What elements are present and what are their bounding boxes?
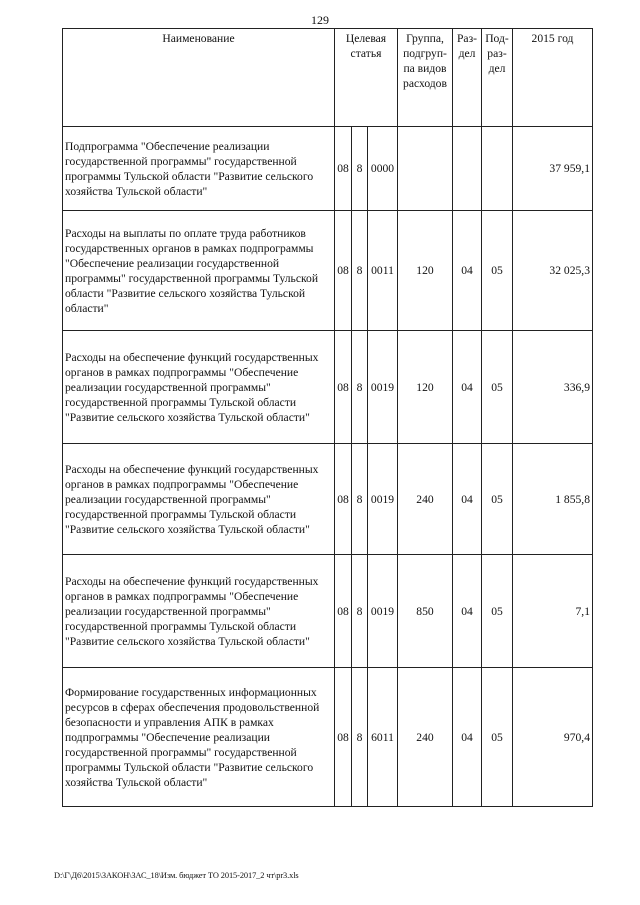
row-code-c: 6011: [368, 668, 398, 807]
row-subsection: 05: [482, 444, 513, 555]
header-subsection: [482, 29, 513, 127]
row-subsection: 05: [482, 331, 513, 444]
row-amount: 32 025,3: [513, 211, 593, 331]
row-code-b: 8: [352, 127, 368, 211]
row-subsection: 05: [482, 555, 513, 668]
row-code-a: 08: [335, 211, 352, 331]
row-code-c: 0000: [368, 127, 398, 211]
row-code-c: 0019: [368, 444, 398, 555]
row-name: Формирование государственных информационных ресурсов в сферах обеспечения продовольственной безопасности и управления АПК в рамках подпрограммы "Обеспечение реализации государственной программы" государственной программы Тульской области "Развитие сельского хозяйства Тульской области": [63, 668, 335, 807]
header-year: 2015 год: [513, 29, 593, 127]
row-section: 04: [453, 331, 482, 444]
header-expense-group-label: Группа, подгруп-па видов расходов: [403, 32, 447, 90]
budget-table: [62, 28, 593, 807]
header-section-label: Раз-дел: [456, 32, 478, 60]
row-section: 04: [453, 668, 482, 807]
header-section: [453, 29, 482, 127]
row-name: Расходы на обеспечение функций государственных органов в рамках подпрограммы "Обеспечение реализации государственной программы" государственной программы Тульской области "Развитие сельского хозяйства Тульской области": [63, 331, 335, 444]
row-code-c: 0011: [368, 211, 398, 331]
row-subsection: [482, 127, 513, 211]
table-row: [63, 331, 593, 444]
row-code-b: 8: [352, 555, 368, 668]
row-amount: 1 855,8: [513, 444, 593, 555]
row-subsection: 05: [482, 668, 513, 807]
row-code-b: 8: [352, 668, 368, 807]
row-group: 120: [398, 211, 453, 331]
row-name: Расходы на обеспечение функций государственных органов в рамках подпрограммы "Обеспечение реализации государственной программы" государственной программы Тульской области "Развитие сельского хозяйства Тульской области": [63, 555, 335, 668]
table-row: [63, 211, 593, 331]
table-header-row: [63, 29, 593, 127]
row-section: [453, 127, 482, 211]
row-code-a: 08: [335, 331, 352, 444]
row-code-c: 0019: [368, 331, 398, 444]
row-amount: 336,9: [513, 331, 593, 444]
row-name: Подпрограмма "Обеспечение реализации государственной программы" государственной программы Тульской области "Развитие сельского хозяйства Тульской области": [63, 127, 335, 211]
header-target-article-label: Целевая статья: [345, 32, 387, 60]
table-row: [63, 555, 593, 668]
row-code-b: 8: [352, 444, 368, 555]
row-code-a: 08: [335, 555, 352, 668]
row-amount: 970,4: [513, 668, 593, 807]
row-code-b: 8: [352, 331, 368, 444]
table-row: [63, 444, 593, 555]
row-code-a: 08: [335, 127, 352, 211]
row-amount: 7,1: [513, 555, 593, 668]
row-section: 04: [453, 211, 482, 331]
row-section: 04: [453, 555, 482, 668]
row-name: Расходы на обеспечение функций государственных органов в рамках подпрограммы "Обеспечение реализации государственной программы" государственной программы Тульской области "Развитие сельского хозяйства Тульской области": [63, 444, 335, 555]
footer-file-path: D:\Г\Д6\2015\ЗАКОН\ЗАС_18\Изм. бюджет ТО 2015-2017_2 чт\pr3.xls: [54, 871, 299, 880]
header-target-article: [335, 29, 398, 127]
table-row: [63, 668, 593, 807]
header-expense-group: [398, 29, 453, 127]
row-name: Расходы на выплаты по оплате труда работников государственных органов в рамках подпрограммы "Обеспечение реализации государственной программы" государственной программы Тульской области "Развитие сельского хозяйства Тульской области": [63, 211, 335, 331]
row-group: 850: [398, 555, 453, 668]
table-row: [63, 127, 593, 211]
row-code-a: 08: [335, 444, 352, 555]
row-code-c: 0019: [368, 555, 398, 668]
page-number: 129: [311, 13, 329, 27]
row-code-a: 08: [335, 668, 352, 807]
row-subsection: 05: [482, 211, 513, 331]
row-group: 240: [398, 668, 453, 807]
header-subsection-label: Под-раз-дел: [485, 32, 509, 75]
row-group: 240: [398, 444, 453, 555]
row-amount: 37 959,1: [513, 127, 593, 211]
header-name: Наименование: [63, 29, 335, 127]
row-group: 120: [398, 331, 453, 444]
row-code-b: 8: [352, 211, 368, 331]
row-section: 04: [453, 444, 482, 555]
row-group: [398, 127, 453, 211]
